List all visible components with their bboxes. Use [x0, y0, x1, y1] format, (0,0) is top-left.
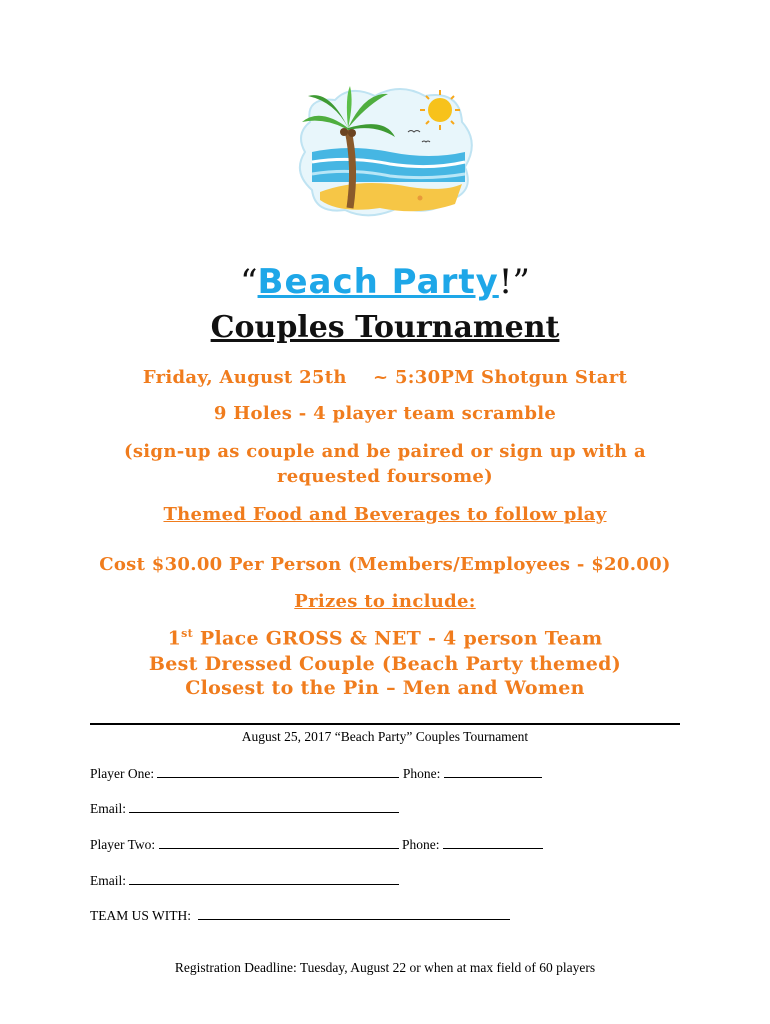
prize-closest-pin: Closest to the Pin – Men and Women [185, 677, 585, 699]
time-text: ~ 5:30PM Shotgun Start [373, 367, 628, 388]
player-two-row [90, 835, 543, 853]
player-one-field[interactable] [157, 764, 399, 778]
player-one-email-field[interactable] [129, 799, 399, 813]
player-one-phone-field[interactable] [444, 764, 542, 778]
player-one-email-label: Email: [90, 801, 126, 816]
prize1-suffix: st [181, 627, 193, 640]
title-beach-party: Beach Party [257, 262, 499, 302]
player-two-label: Player Two: [90, 837, 156, 852]
signup-line-1: (sign-up as couple and be paired or sign up with a [124, 441, 646, 462]
team-with-label: TEAM US WITH: [90, 908, 191, 923]
player-two-phone-field[interactable] [443, 835, 543, 849]
prize-first-place [0, 627, 770, 649]
prizes-heading: Prizes to include: [294, 591, 476, 612]
prize1-text: Place GROSS & NET - 4 person Team [192, 627, 603, 650]
registration-deadline: Registration Deadline: Tuesday, August 22 or when at max field of 60 players [174, 960, 596, 975]
title-close: !” [498, 262, 530, 302]
signup-line-2: requested foursome) [277, 466, 493, 487]
player-two-field[interactable] [159, 835, 399, 849]
prize1-number: 1 [167, 627, 182, 650]
section-divider [90, 723, 680, 725]
flyer-subtitle: Couples Tournament [210, 310, 560, 345]
player-one-email-row [90, 799, 399, 817]
form-heading: August 25, 2017 “Beach Party” Couples Tournament [241, 729, 529, 744]
prize-best-dressed: Best Dressed Couple (Beach Party themed) [148, 653, 622, 675]
player-one-label: Player One: [90, 766, 155, 781]
cost-line: Cost $30.00 Per Person (Members/Employees - $20.00) [99, 554, 671, 575]
beach-palm-tree-illustration [290, 82, 480, 222]
team-with-row [90, 906, 510, 924]
player-two-email-label: Email: [90, 873, 126, 888]
format-line: 9 Holes - 4 player team scramble [213, 403, 557, 424]
date-text: Friday, August 25th [142, 367, 347, 388]
player-two-email-row [90, 871, 399, 889]
team-with-field[interactable] [198, 906, 510, 920]
date-time-line [0, 367, 770, 388]
title-open-quote: “ [240, 262, 258, 302]
player-two-email-field[interactable] [129, 871, 399, 885]
player-one-phone-label: Phone: [402, 766, 441, 781]
player-two-phone-label: Phone: [401, 837, 440, 852]
food-line: Themed Food and Beverages to follow play [163, 504, 607, 525]
flyer-title [0, 262, 770, 302]
player-one-row [90, 764, 542, 782]
